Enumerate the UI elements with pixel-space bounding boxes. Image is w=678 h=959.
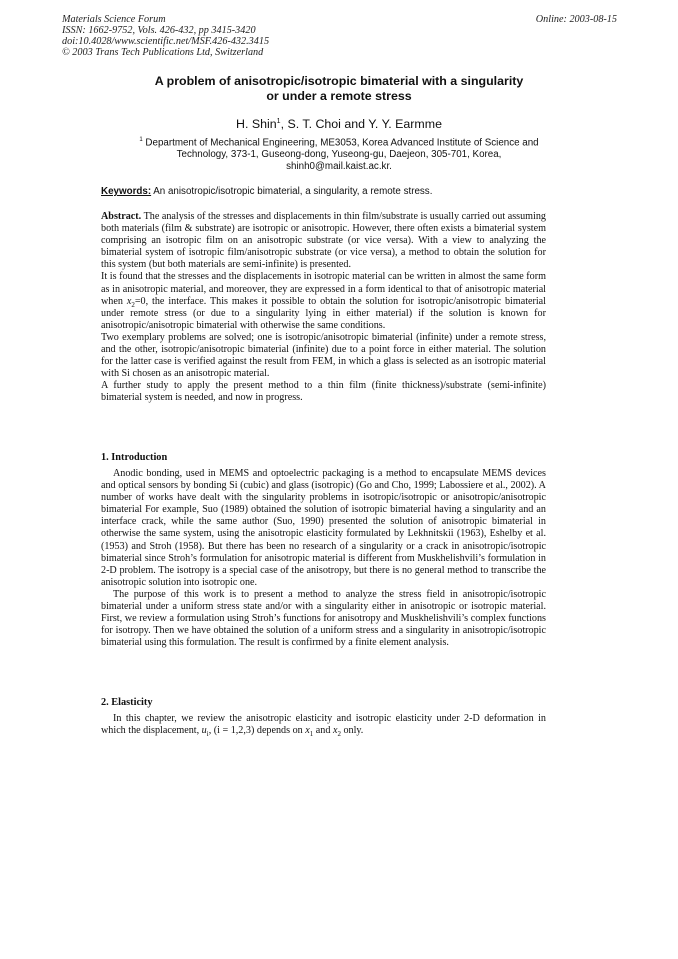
title-line-1: A problem of anisotropic/isotropic bimaterial with a singularity [154,74,524,88]
displacement-symbol: u [201,725,207,737]
issn-line: ISSN: 1662-9752, Vols. 426-432, pp 3415-3420 [62,25,256,36]
author-list [100,114,578,132]
first-author: H. Shin [236,117,277,132]
running-header [62,14,617,58]
elasticity-heading: 2. Elasticity [101,697,153,708]
introduction-section [101,452,546,649]
other-authors: , S. T. Choi and Y. Y. Earmme [280,117,442,132]
abstract-label: Abstract. [101,211,142,222]
paper-title [100,74,578,104]
author-affil-mark: 1 [276,118,281,125]
introduction-heading: 1. Introduction [101,452,168,463]
copyright-line: © 2003 Trans Tech Publications Ltd, Switzerland [62,47,264,58]
abstract-section [101,211,546,405]
affil-mark: 1 [139,137,143,143]
keywords [101,186,581,198]
online-date: Online: 2003-08-15 [535,14,617,25]
elasticity-section [101,697,546,737]
author-email: shinh0@mail.kaist.ac.kr. [286,161,392,173]
affiliation [112,134,566,173]
affil-line-2: Technology, 373-1, Guseong-dong, Yuseong-gu, Daejeon, 305-701, Korea, [176,149,502,161]
abstract-paragraph-2: It is found that the stresses and the displacements in isotropic material can be written in almost the same form as in anisotropic material, and moreover, they are expressed in a form identical to that of anisotropic material when $x_2=0$, the interface. This makes it possible to obtain the solution for isotropic/anisotropic bimaterial under remote stress (or due to a singularity lying in either material) if the solution is known for anisotropic/anisotropic bimaterial with otherwise the same conditions. [101,271,546,331]
introduction-paragraph-2: The purpose of this work is to present a method to analyze the stress field in anisotropic/isotropic bimaterial under a uniform stress state and/or with a singularity either in anisotropic or isotropic material. First, we review a formulation using Stroh’s functions for anisotropy and Muskhelishvili’s complex functions for isotropy. Then we have obtained the solution of a uniform stress and a singularity in anisotropic/isotropic bimaterial using this formulation. The result is confirmed by a finite element analysis. [101,588,546,649]
abstract-paragraph-4: A further study to apply the present method to a thin film (finite thickness)/substrate (semi-infinite) bimaterial system is needed, and now in progress. [101,380,546,404]
affil-line-1: Department of Mechanical Engineering, ME3053, Korea Advanced Institute of Science and [145,137,539,149]
keywords-text: An anisotropic/isotropic bimaterial, a singularity, a remote stress. [151,186,433,197]
abstract-paragraph-3: Two exemplary problems are solved; one is isotropic/anisotropic bimaterial (infinite) under a remote stress, and the other, isotropic/anisotropic bimaterial (infinite) due to a point force in either material. The solution for the latter case is verified against the result from FEM, in which a glass is selected as an isotropic material with Si chosen as an anisotropic material. [101,331,546,380]
abstract-paragraph-1: Abstract. The analysis of the stresses and displacements in thin film/substrate is usually carried out assuming both materials (film & substrate) are isotropic or anisotropic. However, there often exists a bimaterial system comprising an isotropic film on an anisotropic substrate (or vice versa). With a view to analyzing the bimaterial system of isotropic film/anisotropic substrate (or vice versa), a method to obtain the solution for this system (but both materials are semi-infinite) is presented. [101,211,546,271]
keywords-label: Keywords: [101,186,152,197]
elasticity-paragraph-1: In this chapter, we review the anisotropic elasticity and isotropic elasticity under 2-D deformation in which the displacement, $u_i$, (i = 1,2,3) depends on $x_1$ and $x_2$ only. [101,713,546,739]
journal-name: Materials Science Forum [62,14,166,25]
introduction-paragraph-1: Anodic bonding, used in MEMS and optoelectric packaging is a method to encapsulate MEMS devices and optical sensors by bonding Si (cubic) and glass (isotropic) (Go and Cho, 1999; Labossiere et al., 2002). A number of works have dealt with the singularity problems in isotropic/isotropic or anisotropic/anisotropic bimaterial For example, Suo (1989) obtained the solution of isotropic bimaterial having a singularity and an interface crack, while the same author (Suo, 1990) presented the solution of anisotropic bimaterial in otherwise the same system, using the anisotropic elasticity formulated by Lekhnitskii (1963), Eshelby et al. (1953) and Stroh (1958). But there has been no research of a singularity or a crack in anisotropic/isotropic bimaterial since Stroh’s formulation for anisotropic material is different from Muskhelishvili’s formulation in 2-D problem. The isotropy is a special case of the anisotropy, but there is no general method to transcribe the anisotropic solution into isotropic one. [101,468,546,588]
title-line-2: or under a remote stress [266,89,412,103]
doi-line: doi:10.4028/www.scientific.net/MSF.426-432.3415 [62,36,270,47]
